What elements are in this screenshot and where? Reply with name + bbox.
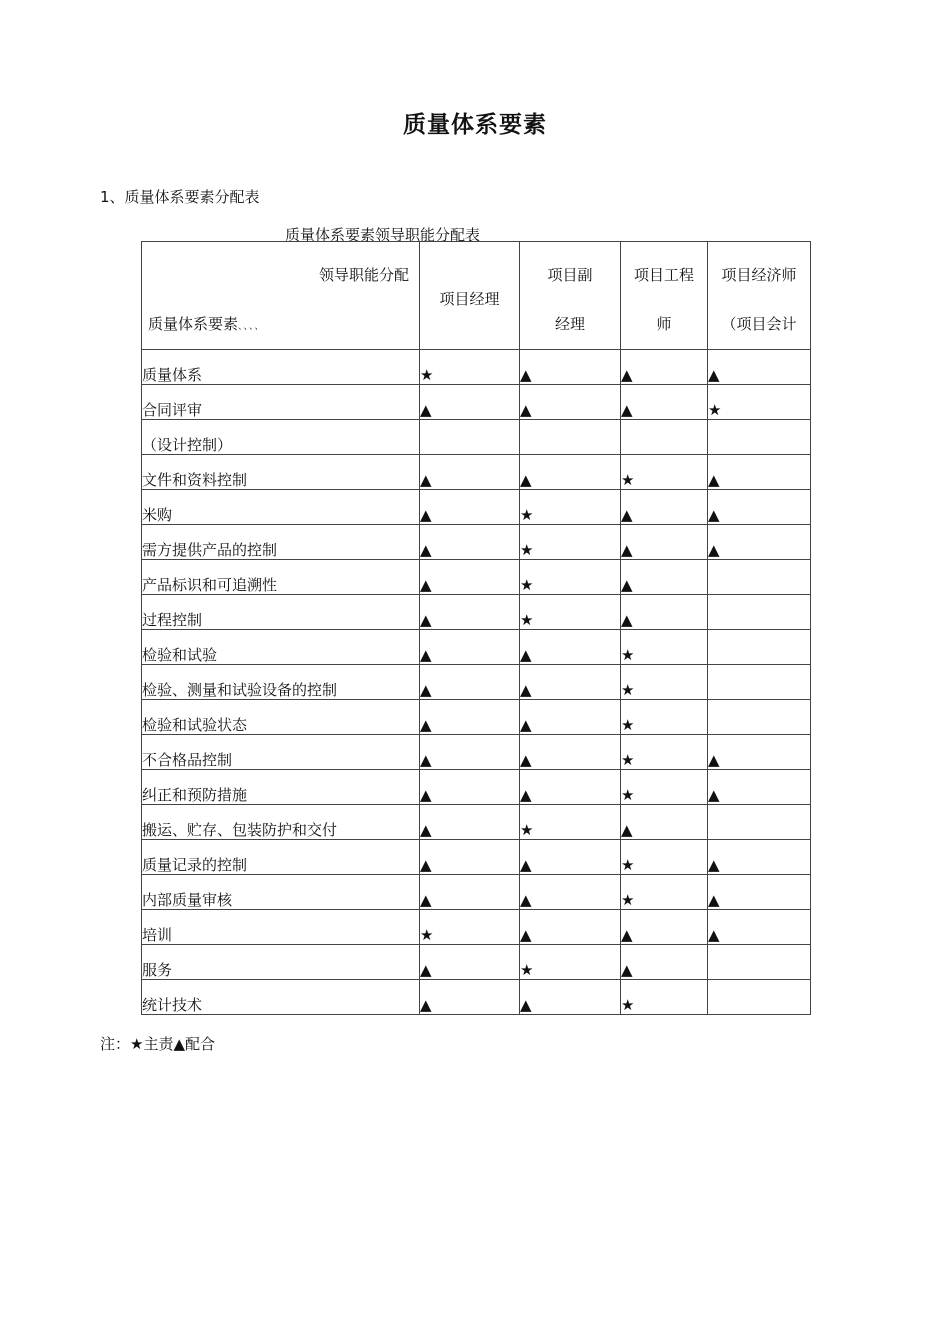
responsibility-mark-cell bbox=[621, 420, 708, 455]
corner-label-elements-text: 质量体系要素 bbox=[148, 315, 239, 333]
responsibility-mark-cell: ▲ bbox=[520, 455, 621, 490]
table-row bbox=[142, 560, 811, 595]
responsibility-mark-cell: ▲ bbox=[520, 700, 621, 735]
responsibility-mark-cell: ▲ bbox=[621, 910, 708, 945]
responsibility-mark-cell bbox=[708, 595, 811, 630]
responsibility-mark-cell: ▲ bbox=[708, 735, 811, 770]
corner-label-dots: 、、、、 bbox=[238, 322, 265, 332]
responsibility-mark-cell: ▲ bbox=[520, 770, 621, 805]
responsibility-mark-cell: ▲ bbox=[520, 385, 621, 420]
responsibility-mark-cell: ★ bbox=[420, 350, 520, 385]
responsibility-mark-cell: ▲ bbox=[420, 630, 520, 665]
responsibility-mark-cell: ▲ bbox=[708, 490, 811, 525]
responsibility-mark-cell: ▲ bbox=[708, 875, 811, 910]
table-row bbox=[142, 420, 811, 455]
table-body bbox=[142, 350, 811, 1015]
responsibility-mark-cell bbox=[708, 420, 811, 455]
responsibility-mark-cell: ▲ bbox=[520, 980, 621, 1015]
header-label-line1: 项目经济师 bbox=[721, 266, 797, 284]
responsibility-mark-cell: ▲ bbox=[520, 910, 621, 945]
responsibility-mark-cell: ★ bbox=[621, 735, 708, 770]
table-row bbox=[142, 455, 811, 490]
responsibility-mark-cell: ▲ bbox=[708, 840, 811, 875]
header-label-line2: 师 bbox=[656, 315, 672, 333]
responsibility-mark-cell: ▲ bbox=[420, 490, 520, 525]
quality-element-cell: 合同评审 bbox=[142, 385, 420, 420]
responsibility-mark-cell: ★ bbox=[621, 875, 708, 910]
page-title: 质量体系要素 bbox=[403, 112, 547, 138]
table-row bbox=[142, 595, 811, 630]
header-label-line1: 项目副 bbox=[547, 266, 593, 284]
responsibility-mark-cell: ▲ bbox=[420, 875, 520, 910]
table-row bbox=[142, 735, 811, 770]
responsibility-mark-cell: ▲ bbox=[520, 630, 621, 665]
table-row bbox=[142, 665, 811, 700]
quality-element-cell: 过程控制 bbox=[142, 595, 420, 630]
header-project-manager bbox=[420, 242, 520, 350]
responsibility-mark-cell: ▲ bbox=[520, 840, 621, 875]
responsibility-mark-cell: ▲ bbox=[520, 735, 621, 770]
responsibility-mark-cell bbox=[708, 630, 811, 665]
responsibility-mark-cell bbox=[708, 805, 811, 840]
responsibility-mark-cell bbox=[420, 420, 520, 455]
responsibility-mark-cell: ★ bbox=[520, 560, 621, 595]
responsibility-mark-cell: ★ bbox=[708, 385, 811, 420]
responsibility-mark-cell: ★ bbox=[420, 910, 520, 945]
corner-label-elements bbox=[148, 313, 265, 334]
responsibility-mark-cell: ★ bbox=[621, 770, 708, 805]
header-label-line2: （项目会计 bbox=[721, 315, 797, 333]
responsibility-mark-cell: ▲ bbox=[621, 385, 708, 420]
header-deputy-manager bbox=[520, 242, 621, 350]
table-row bbox=[142, 840, 811, 875]
responsibility-mark-cell bbox=[708, 980, 811, 1015]
table-row bbox=[142, 770, 811, 805]
responsibility-mark-cell: ▲ bbox=[621, 945, 708, 980]
quality-element-cell: （设计控制） bbox=[142, 420, 420, 455]
responsibility-mark-cell: ★ bbox=[520, 805, 621, 840]
responsibility-mark-cell: ▲ bbox=[520, 665, 621, 700]
quality-element-cell: 产品标识和可追溯性 bbox=[142, 560, 420, 595]
quality-element-cell: 搬运、贮存、包装防护和交付 bbox=[142, 805, 420, 840]
responsibility-mark-cell: ▲ bbox=[708, 350, 811, 385]
table-row bbox=[142, 910, 811, 945]
responsibility-mark-cell: ▲ bbox=[708, 455, 811, 490]
table-row bbox=[142, 525, 811, 560]
quality-element-cell: 检验和试验状态 bbox=[142, 700, 420, 735]
responsibility-mark-cell: ▲ bbox=[621, 805, 708, 840]
header-label: 项目经理 bbox=[439, 290, 500, 308]
table-row bbox=[142, 805, 811, 840]
quality-element-cell: 检验和试验 bbox=[142, 630, 420, 665]
header-project-engineer bbox=[621, 242, 708, 350]
corner-header-cell bbox=[142, 242, 420, 350]
header-project-economist bbox=[708, 242, 811, 350]
responsibility-mark-cell: ★ bbox=[520, 525, 621, 560]
corner-label-functions: 领导职能分配 bbox=[318, 266, 409, 284]
header-label-line1: 项目工程 bbox=[633, 266, 694, 284]
responsibility-mark-cell bbox=[708, 700, 811, 735]
responsibility-mark-cell: ▲ bbox=[420, 560, 520, 595]
table-header-row bbox=[142, 242, 811, 350]
responsibility-mark-cell: ▲ bbox=[420, 700, 520, 735]
responsibility-mark-cell: ▲ bbox=[420, 665, 520, 700]
responsibility-mark-cell: ★ bbox=[621, 665, 708, 700]
legend-note: 注：★主责▲配合 bbox=[100, 1035, 215, 1053]
quality-element-cell: 培训 bbox=[142, 910, 420, 945]
table-row bbox=[142, 700, 811, 735]
responsibility-mark-cell: ▲ bbox=[621, 350, 708, 385]
allocation-table bbox=[141, 241, 811, 1015]
responsibility-mark-cell: ▲ bbox=[621, 525, 708, 560]
table-row bbox=[142, 945, 811, 980]
table-row bbox=[142, 490, 811, 525]
responsibility-mark-cell: ▲ bbox=[708, 770, 811, 805]
quality-element-cell: 需方提供产品的控制 bbox=[142, 525, 420, 560]
responsibility-mark-cell bbox=[520, 420, 621, 455]
responsibility-mark-cell bbox=[708, 945, 811, 980]
quality-element-cell: 纠正和预防措施 bbox=[142, 770, 420, 805]
responsibility-mark-cell: ★ bbox=[520, 945, 621, 980]
table-row bbox=[142, 630, 811, 665]
responsibility-mark-cell: ▲ bbox=[420, 840, 520, 875]
responsibility-mark-cell: ▲ bbox=[621, 490, 708, 525]
table-row bbox=[142, 385, 811, 420]
quality-element-cell: 质量体系 bbox=[142, 350, 420, 385]
responsibility-mark-cell: ▲ bbox=[520, 875, 621, 910]
responsibility-mark-cell: ★ bbox=[621, 980, 708, 1015]
quality-element-cell: 检验、测量和试验设备的控制 bbox=[142, 665, 420, 700]
quality-element-cell: 文件和资料控制 bbox=[142, 455, 420, 490]
responsibility-mark-cell: ▲ bbox=[520, 350, 621, 385]
responsibility-mark-cell: ▲ bbox=[420, 595, 520, 630]
section-heading: 1、质量体系要素分配表 bbox=[100, 188, 260, 206]
responsibility-mark-cell: ▲ bbox=[420, 455, 520, 490]
responsibility-mark-cell: ★ bbox=[621, 630, 708, 665]
responsibility-mark-cell bbox=[708, 665, 811, 700]
quality-element-cell: 米购 bbox=[142, 490, 420, 525]
responsibility-mark-cell: ▲ bbox=[420, 805, 520, 840]
responsibility-mark-cell: ▲ bbox=[420, 385, 520, 420]
responsibility-mark-cell: ★ bbox=[621, 700, 708, 735]
header-label-line2: 经理 bbox=[554, 315, 585, 333]
responsibility-mark-cell: ▲ bbox=[420, 980, 520, 1015]
responsibility-mark-cell: ▲ bbox=[420, 525, 520, 560]
responsibility-mark-cell: ★ bbox=[520, 490, 621, 525]
quality-element-cell: 统计技术 bbox=[142, 980, 420, 1015]
quality-element-cell: 服务 bbox=[142, 945, 420, 980]
responsibility-mark-cell: ▲ bbox=[708, 525, 811, 560]
responsibility-mark-cell: ▲ bbox=[420, 945, 520, 980]
quality-element-cell: 不合格品控制 bbox=[142, 735, 420, 770]
responsibility-mark-cell: ▲ bbox=[420, 770, 520, 805]
responsibility-mark-cell: ▲ bbox=[708, 910, 811, 945]
table-row bbox=[142, 350, 811, 385]
responsibility-mark-cell: ▲ bbox=[621, 560, 708, 595]
responsibility-mark-cell: ★ bbox=[520, 595, 621, 630]
quality-element-cell: 内部质量审核 bbox=[142, 875, 420, 910]
quality-element-cell: 质量记录的控制 bbox=[142, 840, 420, 875]
responsibility-mark-cell: ▲ bbox=[621, 595, 708, 630]
table-row bbox=[142, 980, 811, 1015]
responsibility-mark-cell: ▲ bbox=[420, 735, 520, 770]
responsibility-mark-cell bbox=[708, 560, 811, 595]
table-row bbox=[142, 875, 811, 910]
responsibility-mark-cell: ★ bbox=[621, 455, 708, 490]
responsibility-mark-cell: ★ bbox=[621, 840, 708, 875]
table-caption: 质量体系要素领导职能分配表 bbox=[285, 226, 481, 244]
